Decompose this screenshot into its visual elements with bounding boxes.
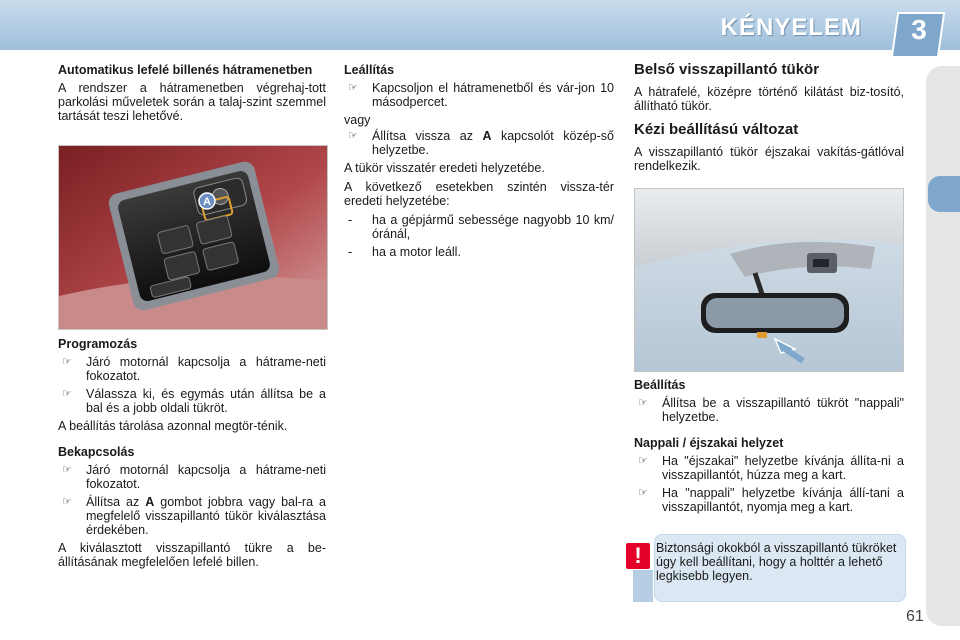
side-tab-active [928,176,960,212]
or-text: vagy [344,113,371,127]
list-item: ☞ Válassza ki, és egymás után állítsa be a bal és a jobb oldali tükröt. [58,387,326,415]
activation-note: A kiválasztott visszapillantó tükre a be-állításának megfelelően lefelé billen. [58,541,326,569]
list-item: ☞ Ha "éjszakai" helyzetbe kívánja állíta-ni a visszapillantót, húzza meg a kart. [634,454,904,482]
auto-tilt-heading: Automatikus lefelé billenés hátramenetben [58,63,313,77]
rearview-mirror-photo [634,188,904,372]
list-item: ☞ Kapcsoljon el hátramenetből és vár-jon 10 másodpercet. [344,81,614,109]
auto-tilt-text: A rendszer a hátramenetben végrehaj-tott parkolási műveletek során a talaj-szint szemmel tartását teszi lehetővé. [58,81,326,123]
activation-heading: Bekapcsolás [58,445,135,459]
manual-version-heading: Kézi beállítású változat [634,121,799,138]
setting-heading: Beállítás [634,378,686,392]
rearview-mirror-illustration [635,189,903,371]
list-item: ☞ Ha "nappali" helyzetbe kívánja állí-tani a visszapillantót, nyomja meg a kart. [634,486,904,514]
column-1-bottom [58,337,326,574]
page-title: KÉNYELEM [720,14,862,41]
warning-text: Biztonsági okokból a visszapillantó tükröket úgy kell beállítani, hogy a holttér a lehető legkisebb legyen. [656,541,897,583]
warning-accent-bar [633,570,653,602]
door-switch-photo [58,145,328,330]
pointer-hand-icon: ☞ [62,496,72,508]
pointer-hand-icon: ☞ [638,487,648,499]
page-header [0,0,960,50]
programming-note: A beállítás tárolása azonnal megtör-ténik. [58,419,288,433]
column-1-top [58,63,326,128]
warning-exclamation-icon: ! [625,542,651,570]
door-switch-illustration [59,146,327,329]
callout-a-label: A [203,196,211,208]
pointer-hand-icon: ☞ [348,82,358,94]
list-item: ☞ Állítsa be a visszapillantó tükröt "nappali" helyzetbe. [634,396,904,424]
also-return-text: A következő esetekben szintén vissza-tér eredeti helyzetébe: [344,180,614,208]
inner-mirror-text: A hátrafelé, középre történő kilátást biz-tosító, állítható tükör. [634,85,904,113]
pointer-hand-icon: ☞ [638,397,648,409]
column-3-bottom [634,378,904,518]
return-text: A tükör visszatér eredeti helyzetébe. [344,161,545,175]
column-3-top [634,63,904,178]
column-2 [344,63,614,263]
inner-mirror-heading: Belső visszapillantó tükör [634,61,820,78]
manual-version-text: A visszapillantó tükör éjszakai vakítás-gátlóval rendelkezik. [634,145,904,173]
side-tab-strip [926,66,960,626]
list-item: - ha a gépjármű sebessége nagyobb 10 km/óránál, [348,213,614,241]
programming-heading: Programozás [58,337,138,351]
list-item: ☞ Járó motornál kapcsolja a hátrame-neti fokozatot. [58,463,326,491]
pointer-hand-icon: ☞ [62,464,72,476]
pointer-hand-icon: ☞ [62,388,72,400]
pointer-hand-icon: ☞ [62,356,72,368]
list-item: ☞ Állítsa az A gombot jobbra vagy bal-ra a megfelelő visszapillantó tükör kiválasztása érdekében. [58,495,326,537]
pointer-hand-icon: ☞ [348,130,358,142]
pointer-hand-icon: ☞ [638,455,648,467]
list-item: ☞ Állítsa vissza az A kapcsolót közép-ső helyzetbe. [344,129,614,157]
list-item: - ha a motor leáll. [348,245,461,259]
stop-heading: Leállítás [344,63,395,77]
chapter-number: 3 [911,14,927,45]
day-night-heading: Nappali / éjszakai helyzet [634,436,784,450]
list-item: ☞ Járó motornál kapcsolja a hátrame-neti fokozatot. [58,355,326,383]
page-number: 61 [906,608,924,625]
